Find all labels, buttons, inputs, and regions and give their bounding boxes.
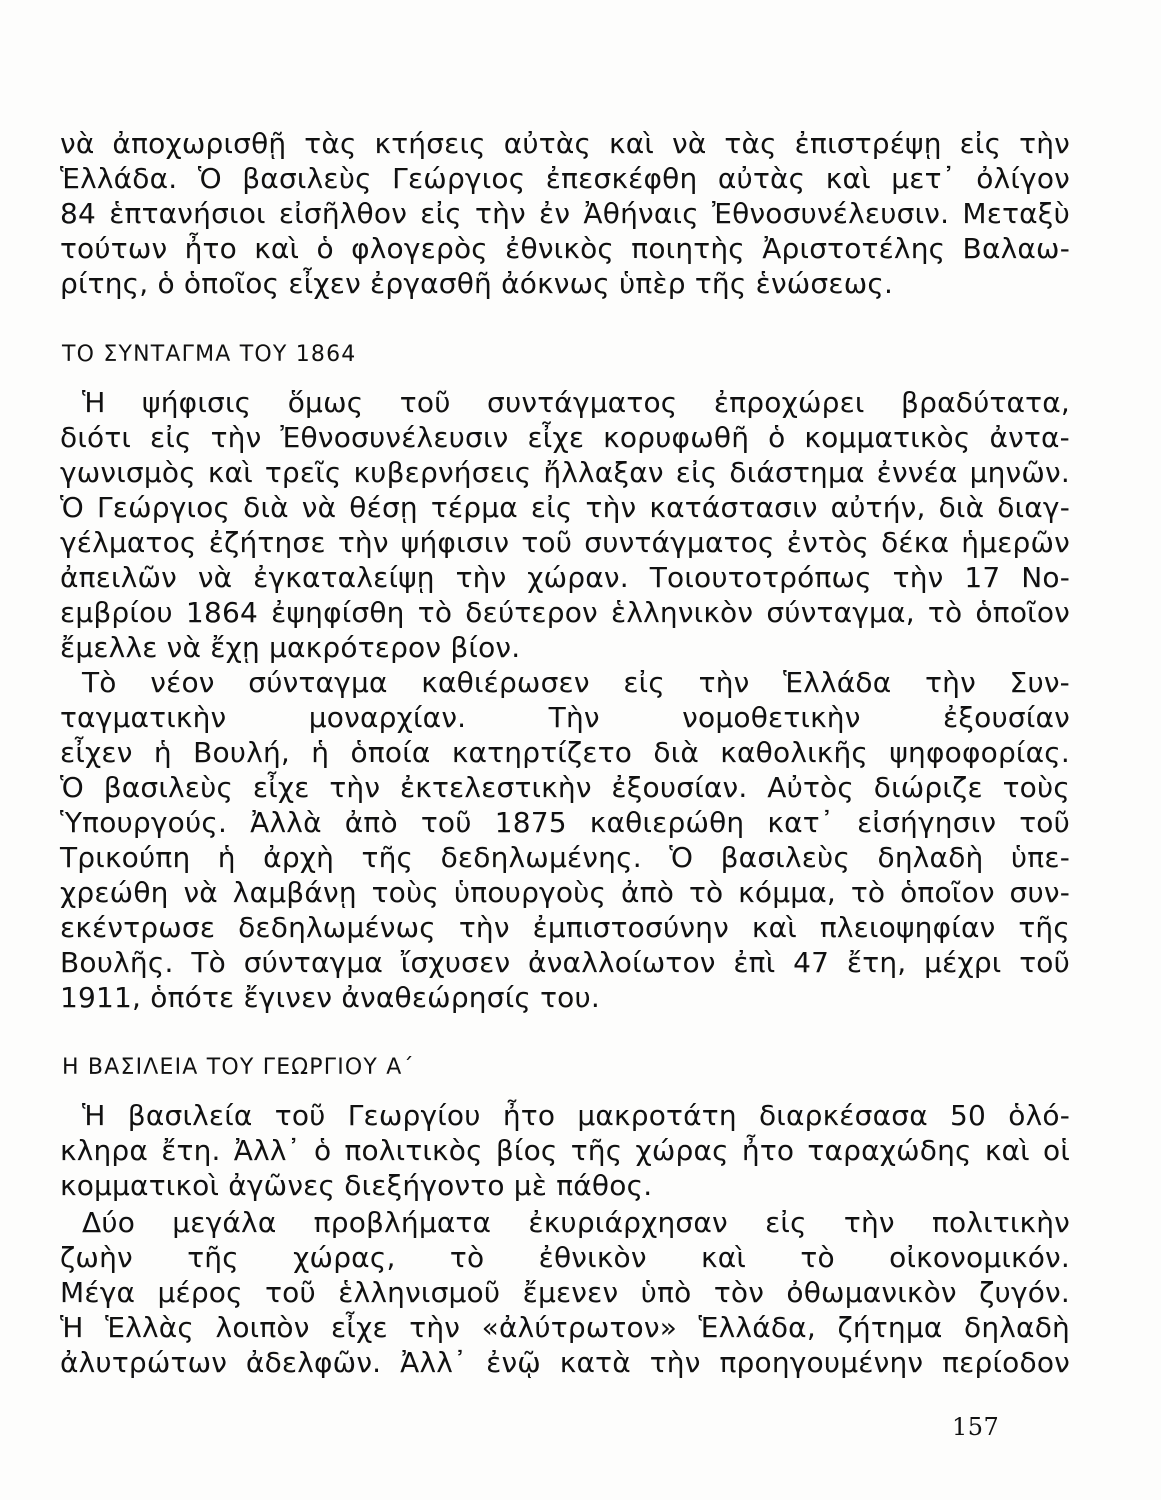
text-line: τούτων ἦτο καὶ ὁ φλογερὸς ἐθνικὸς ποιητὴς Ἀριστοτέλης Βαλαω- bbox=[60, 232, 1070, 265]
text-line: ζωὴν τῆς χώρας, τὸ ἐθνικὸν καὶ τὸ οἰκονομικόν. bbox=[60, 1241, 1070, 1274]
text-line: 84 ἑπτανήσιοι εἰσῆλθον εἰς τὴν ἐν Ἀθήναις Ἐθνοσυνέλευσιν. Μεταξὺ bbox=[60, 197, 1070, 230]
text-line: εἶχεν ἡ Βουλή, ἡ ὁποία κατηρτίζετο διὰ καθολικῆς ψηφοφορίας. bbox=[60, 736, 1070, 769]
page-number: 157 bbox=[952, 1413, 1000, 1441]
text-line: Ὑπουργούς. Ἀλλὰ ἀπὸ τοῦ 1875 καθιερώθη κατ᾽ εἰσήγησιν τοῦ bbox=[60, 806, 1070, 839]
text-line: κομματικοὶ ἀγῶνες διεξήγοντο μὲ πάθος. bbox=[60, 1169, 653, 1202]
section-heading: ΤΟ ΣΥΝΤΑΓΜΑ ΤΟΥ 1864 bbox=[62, 342, 357, 367]
text-line: κληρα ἔτη. Ἀλλ᾽ ὁ πολιτικὸς βίος τῆς χώρας ἦτο ταραχώδης καὶ οἱ bbox=[60, 1134, 1070, 1167]
section-heading: Η ΒΑΣΙΛΕΙΑ ΤΟΥ ΓΕΩΡΓΙΟΥ Α΄ bbox=[62, 1055, 415, 1080]
section1-paragraph-1 bbox=[60, 385, 1070, 665]
text-line: Τρικούπη ἡ ἀρχὴ τῆς δεδηλωμένης. Ὁ βασιλεὺς δηλαδὴ ὑπε- bbox=[60, 841, 1070, 874]
text-line: Μέγα μέρος τοῦ ἑλληνισμοῦ ἔμενεν ὑπὸ τὸν ὀθωμανικὸν ζυγόν. bbox=[60, 1276, 1070, 1309]
section2-paragraph-2 bbox=[60, 1205, 1070, 1380]
text-line: διότι εἰς τὴν Ἐθνοσυνέλευσιν εἶχε κορυφωθῆ ὁ κομματικὸς ἀντα- bbox=[60, 421, 1070, 454]
text-line: 1911, ὁπότε ἔγινεν ἀναθεώρησίς του. bbox=[60, 981, 600, 1014]
text-line: Ὁ Γεώργιος διὰ νὰ θέσῃ τέρμα εἰς τὴν κατάστασιν αὐτήν, διὰ διαγ- bbox=[60, 491, 1070, 524]
text-line: Ἡ βασιλεία τοῦ Γεωργίου ἦτο μακροτάτη διαρκέσασα 50 ὁλό- bbox=[82, 1099, 1070, 1132]
text-line: ταγματικὴν μοναρχίαν. Τὴν νομοθετικὴν ἐξουσίαν bbox=[60, 701, 1070, 734]
section1-paragraph-2 bbox=[60, 665, 1070, 1015]
text-line: χρεώθη νὰ λαμβάνῃ τοὺς ὑπουργοὺς ἀπὸ τὸ κόμμα, τὸ ὁποῖον συν- bbox=[60, 876, 1070, 909]
text-line: Ἑλλάδα. Ὁ βασιλεὺς Γεώργιος ἐπεσκέφθη αὐτὰς καὶ μετ᾽ ὀλίγον bbox=[60, 162, 1070, 195]
text-line: ἀλυτρώτων ἀδελφῶν. Ἀλλ᾽ ἐνῷ κατὰ τὴν προηγουμένην περίοδον bbox=[60, 1346, 1070, 1379]
text-line: εκέντρωσε δεδηλωμένως τὴν ἐμπιστοσύνην καὶ πλειοψηφίαν τῆς bbox=[60, 911, 1070, 944]
text-line: ἀπειλῶν νὰ ἐγκαταλείψῃ τὴν χώραν. Τοιουτοτρόπως τὴν 17 Νο- bbox=[60, 561, 1070, 594]
text-line: εμβρίου 1864 ἐψηφίσθη τὸ δεύτερον ἑλληνικὸν σύνταγμα, τὸ ὁποῖον bbox=[60, 596, 1070, 629]
text-line: ἔμελλε νὰ ἔχῃ μακρότερον βίον. bbox=[60, 631, 521, 664]
section2-paragraph-1 bbox=[60, 1098, 1070, 1203]
text-line: Ἡ ψήφισις ὅμως τοῦ συντάγματος ἐπροχώρει βραδύτατα, bbox=[82, 386, 1070, 419]
text-line: γωνισμὸς καὶ τρεῖς κυβερνήσεις ἤλλαξαν εἰς διάστημα ἐννέα μηνῶν. bbox=[60, 456, 1070, 489]
text-line: Δύο μεγάλα προβλήματα ἐκυριάρχησαν εἰς τὴν πολιτικὴν bbox=[82, 1206, 1070, 1239]
text-line: Βουλῆς. Τὸ σύνταγμα ἴσχυσεν ἀναλλοίωτον ἐπὶ 47 ἔτη, μέχρι τοῦ bbox=[60, 946, 1070, 979]
text-line: ρίτης, ὁ ὁποῖος εἶχεν ἐργασθῆ ἀόκνως ὑπὲρ τῆς ἑνώσεως. bbox=[60, 267, 894, 300]
text-line: Τὸ νέον σύνταγμα καθιέρωσεν εἰς τὴν Ἑλλάδα τὴν Συν- bbox=[82, 666, 1070, 699]
text-line: γέλματος ἐζήτησε τὴν ψήφισιν τοῦ συντάγματος ἐντὸς δέκα ἡμερῶν bbox=[60, 526, 1070, 559]
intro-paragraph bbox=[60, 126, 1070, 301]
text-line: Ὁ βασιλεὺς εἶχε τὴν ἐκτελεστικὴν ἐξουσίαν. Αὐτὸς διώριζε τοὺς bbox=[60, 771, 1070, 804]
text-line: Ἡ Ἑλλὰς λοιπὸν εἶχε τὴν «ἀλύτρωτον» Ἑλλάδα, ζήτημα δηλαδὴ bbox=[60, 1311, 1070, 1344]
text-line: νὰ ἀποχωρισθῇ τὰς κτήσεις αὐτὰς καὶ νὰ τὰς ἐπιστρέψῃ εἰς τὴν bbox=[60, 127, 1070, 160]
